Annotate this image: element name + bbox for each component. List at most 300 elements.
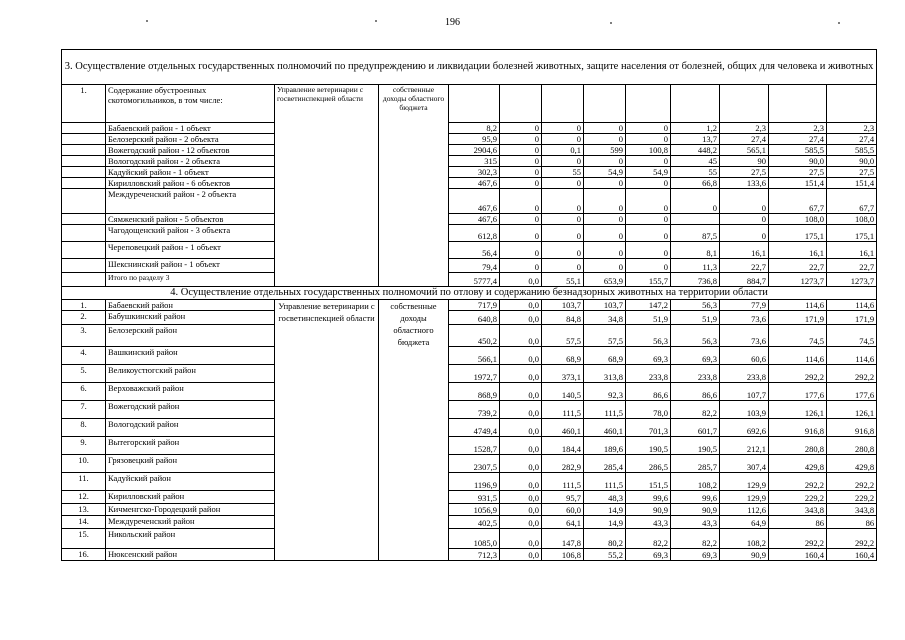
value-cell: 0	[626, 242, 671, 259]
value-cell: 103,7	[542, 300, 584, 311]
value-cell: 282,9	[542, 455, 584, 473]
row-number: 14.	[62, 516, 106, 529]
value-cell: 57,5	[584, 325, 626, 347]
value-cell: 114,6	[827, 300, 877, 311]
value-cell: 0	[542, 178, 584, 189]
row-name: Белозерский район - 2 объекта	[106, 134, 275, 145]
value-cell: 450,2	[449, 325, 500, 347]
value-cell: 1273,7	[769, 273, 827, 287]
value-cell: 95,7	[542, 491, 584, 504]
row-number: 9.	[62, 437, 106, 455]
row-number: 1.	[62, 300, 106, 311]
value-cell: 126,1	[827, 401, 877, 419]
value-cell: 302,3	[449, 167, 500, 178]
value-cell: 64,1	[542, 516, 584, 529]
row-number: 4.	[62, 347, 106, 365]
value-cell: 126,1	[769, 401, 827, 419]
value-cell: 0	[720, 214, 769, 225]
value-cell: 739,2	[449, 401, 500, 419]
executor-cell: Управление ветеринарии с госветинспекцией области	[275, 85, 379, 287]
value-cell: 45	[671, 156, 720, 167]
value-cell: 56,4	[449, 242, 500, 259]
row-number	[62, 178, 106, 189]
value-cell: 916,8	[769, 419, 827, 437]
value-cell: 55,1	[542, 273, 584, 287]
table-row	[62, 178, 877, 189]
value-cell: 566,1	[449, 347, 500, 365]
section-3-header-row	[62, 85, 877, 123]
value-cell: 0	[720, 225, 769, 242]
value-cell: 155,7	[626, 273, 671, 287]
value-cell: 0	[500, 134, 542, 145]
value-cell: 0	[500, 145, 542, 156]
value-cell: 429,8	[827, 455, 877, 473]
table-row	[62, 347, 877, 365]
table-row	[62, 325, 877, 347]
value-cell: 292,2	[769, 529, 827, 549]
value-cell: 55,2	[584, 549, 626, 561]
value-cell: 82,2	[671, 529, 720, 549]
row-name: Междуреченский район	[106, 516, 275, 529]
value-cell: 0,0	[500, 455, 542, 473]
value-cell: 0	[626, 123, 671, 134]
value-cell: 1528,7	[449, 437, 500, 455]
table-row	[62, 189, 877, 214]
table-row	[62, 259, 877, 273]
row-number	[62, 189, 106, 214]
table-body	[62, 50, 877, 561]
row-number	[62, 259, 106, 273]
row-name: Вологодский район - 2 объекта	[106, 156, 275, 167]
executor-cell: Управление ветеринарии с госветинспекцией области	[275, 300, 379, 561]
value-cell: 307,4	[720, 455, 769, 473]
row-name: Вашкинский район	[106, 347, 275, 365]
value-cell: 86	[827, 516, 877, 529]
value-cell: 56,3	[671, 300, 720, 311]
value-cell: 448,2	[671, 145, 720, 156]
value-cell: 0	[626, 225, 671, 242]
value-cell: 0	[626, 259, 671, 273]
section-3-title-row	[62, 50, 877, 85]
value-cell: 0	[584, 123, 626, 134]
row-name: Сямженский район - 5 объектов	[106, 214, 275, 225]
value-cell: 86	[769, 516, 827, 529]
value-cell: 0	[500, 259, 542, 273]
value-cell: 0	[626, 178, 671, 189]
value-cell: 2,3	[769, 123, 827, 134]
value-cell: 27,5	[827, 167, 877, 178]
value-cell: 108,2	[671, 473, 720, 491]
value-cell: 585,5	[769, 145, 827, 156]
value-cell: 54,9	[626, 167, 671, 178]
value-cell: 151,4	[827, 178, 877, 189]
row-name: Кадуйский район - 1 объект	[106, 167, 275, 178]
value-cell: 343,8	[827, 504, 877, 516]
value-cell: 0,1	[542, 145, 584, 156]
value-cell: 175,1	[827, 225, 877, 242]
value-cell: 27,5	[769, 167, 827, 178]
value-cell: 0,0	[500, 516, 542, 529]
value-cell: 0	[542, 259, 584, 273]
row-number	[62, 167, 106, 178]
row-name: Белозерский район	[106, 325, 275, 347]
row-number: 16.	[62, 549, 106, 561]
value-cell: 68,9	[584, 347, 626, 365]
value-cell: 160,4	[827, 549, 877, 561]
value-cell: 0,0	[500, 365, 542, 383]
row-number	[62, 145, 106, 156]
value-cell: 175,1	[769, 225, 827, 242]
value-cell: 16,1	[769, 242, 827, 259]
value-cell: 8,2	[449, 123, 500, 134]
value-cell: 402,5	[449, 516, 500, 529]
value-cell: 0	[626, 214, 671, 225]
value-cell: 56,3	[626, 325, 671, 347]
value-cell: 95,9	[449, 134, 500, 145]
value-cell: 0	[542, 242, 584, 259]
value-cell: 212,1	[720, 437, 769, 455]
value-cell: 0	[500, 167, 542, 178]
funding-source-cell: собственные доходы областного бюджета	[379, 300, 449, 561]
table-row	[62, 225, 877, 242]
total-label: Итого по разделу 3	[106, 273, 275, 287]
value-cell: 0	[500, 242, 542, 259]
value-cell: 233,8	[671, 365, 720, 383]
value-cell: 0,0	[500, 504, 542, 516]
row-number: 2.	[62, 311, 106, 325]
value-cell: 90,9	[671, 504, 720, 516]
value-cell: 27,4	[827, 134, 877, 145]
value-cell: 73,6	[720, 325, 769, 347]
row-name: Вожегодский район - 12 объектов	[106, 145, 275, 156]
table-row	[62, 455, 877, 473]
value-cell: 111,5	[584, 473, 626, 491]
value-cell: 177,6	[769, 383, 827, 401]
row-number: 1.	[62, 85, 106, 123]
value-cell: 292,2	[827, 365, 877, 383]
value-cell: 601,7	[671, 419, 720, 437]
table-row	[62, 242, 877, 259]
value-cell: 0,0	[500, 419, 542, 437]
value-cell: 147,2	[626, 300, 671, 311]
value-cell: 292,2	[827, 473, 877, 491]
value-cell: 343,8	[769, 504, 827, 516]
value-cell: 612,8	[449, 225, 500, 242]
value-cell: 90,9	[720, 549, 769, 561]
value-cell: 80,2	[584, 529, 626, 549]
value-cell: 0	[584, 225, 626, 242]
table-row	[62, 214, 877, 225]
value-cell: 190,5	[671, 437, 720, 455]
value-cell: 160,4	[769, 549, 827, 561]
value-cell: 653,9	[584, 273, 626, 287]
row-name: Великоустюгский район	[106, 365, 275, 383]
value-cell: 712,3	[449, 549, 500, 561]
value-cell: 90,9	[626, 504, 671, 516]
value-cell: 0	[720, 189, 769, 214]
value-cell: 599	[584, 145, 626, 156]
budget-table	[61, 49, 877, 561]
value-cell: 868,9	[449, 383, 500, 401]
value-cell: 67,7	[827, 189, 877, 214]
value-cell: 0	[500, 178, 542, 189]
value-cell: 0	[584, 156, 626, 167]
value-cell: 4749,4	[449, 419, 500, 437]
row-number: 5.	[62, 365, 106, 383]
row-name: Бабаевский район - 1 объект	[106, 123, 275, 134]
table-row	[62, 300, 877, 311]
value-cell: 66,8	[671, 178, 720, 189]
value-cell: 1972,7	[449, 365, 500, 383]
table-row	[62, 437, 877, 455]
value-cell: 111,5	[542, 401, 584, 419]
row-name: Череповецкий район - 1 объект	[106, 242, 275, 259]
row-number: 10.	[62, 455, 106, 473]
value-cell: 108,0	[769, 214, 827, 225]
value-cell: 51,9	[671, 311, 720, 325]
value-cell: 79,4	[449, 259, 500, 273]
value-cell: 0,0	[500, 473, 542, 491]
value-cell: 171,9	[769, 311, 827, 325]
value-cell: 0	[584, 189, 626, 214]
value-cell: 2307,5	[449, 455, 500, 473]
row-number	[62, 134, 106, 145]
value-cell: 315	[449, 156, 500, 167]
row-name: Никольский район	[106, 529, 275, 549]
row-name: Бабаевский район	[106, 300, 275, 311]
row-number: 15.	[62, 529, 106, 549]
value-cell: 189,6	[584, 437, 626, 455]
value-cell: 0	[671, 189, 720, 214]
value-cell: 111,5	[584, 401, 626, 419]
value-cell: 313,8	[584, 365, 626, 383]
section-4-title-row	[62, 287, 877, 300]
value-cell: 233,8	[720, 365, 769, 383]
value-cell: 34,8	[584, 311, 626, 325]
value-cell: 286,5	[626, 455, 671, 473]
row-name: Содержание обустроенных скотомогильников, в том числе:	[106, 85, 275, 123]
value-cell: 151,4	[769, 178, 827, 189]
table-row	[62, 401, 877, 419]
value-cell: 92,3	[584, 383, 626, 401]
row-name: Верховажский район	[106, 383, 275, 401]
value-cell: 60,0	[542, 504, 584, 516]
value-cell: 717,9	[449, 300, 500, 311]
value-cell: 0	[500, 214, 542, 225]
table-row	[62, 504, 877, 516]
value-cell: 51,9	[626, 311, 671, 325]
value-cell: 467,6	[449, 189, 500, 214]
row-number	[62, 273, 106, 287]
value-cell: 69,3	[671, 347, 720, 365]
table-row	[62, 134, 877, 145]
value-cell: 0,0	[500, 347, 542, 365]
value-cell: 280,8	[827, 437, 877, 455]
row-number: 13.	[62, 504, 106, 516]
value-cell: 129,9	[720, 491, 769, 504]
value-cell: 0,0	[500, 311, 542, 325]
value-cell: 86,6	[626, 383, 671, 401]
value-cell: 0	[584, 134, 626, 145]
value-cell: 68,9	[542, 347, 584, 365]
value-cell: 285,4	[584, 455, 626, 473]
scan-speck	[838, 22, 840, 24]
value-cell: 11,3	[671, 259, 720, 273]
value-cell: 0,0	[500, 325, 542, 347]
value-cell: 56,3	[671, 325, 720, 347]
value-cell: 147,8	[542, 529, 584, 549]
value-cell: 0	[584, 178, 626, 189]
value-cell: 69,3	[626, 347, 671, 365]
value-cell: 190,5	[626, 437, 671, 455]
value-cell: 108,2	[720, 529, 769, 549]
value-cell: 0,0	[500, 437, 542, 455]
value-cell: 16,1	[720, 242, 769, 259]
value-cell: 99,6	[626, 491, 671, 504]
value-cell: 292,2	[769, 473, 827, 491]
value-cell: 0	[626, 189, 671, 214]
value-cell: 2904,6	[449, 145, 500, 156]
value-cell: 233,8	[626, 365, 671, 383]
value-cell: 111,5	[542, 473, 584, 491]
value-cell: 90,0	[827, 156, 877, 167]
value-cell: 2,3	[827, 123, 877, 134]
value-cell: 373,1	[542, 365, 584, 383]
value-cell: 140,5	[542, 383, 584, 401]
table-row	[62, 145, 877, 156]
value-cell: 73,6	[720, 311, 769, 325]
value-cell: 27,4	[720, 134, 769, 145]
row-number	[62, 225, 106, 242]
value-cell: 2,3	[720, 123, 769, 134]
value-cell: 82,2	[671, 401, 720, 419]
row-number	[62, 242, 106, 259]
value-cell: 0	[584, 214, 626, 225]
value-cell: 916,8	[827, 419, 877, 437]
value-cell: 57,5	[542, 325, 584, 347]
value-cell: 640,8	[449, 311, 500, 325]
value-cell: 429,8	[769, 455, 827, 473]
value-cell: 229,2	[827, 491, 877, 504]
row-name: Грязовецкий район	[106, 455, 275, 473]
value-cell: 114,6	[827, 347, 877, 365]
value-cell: 114,6	[769, 300, 827, 311]
value-cell: 1056,9	[449, 504, 500, 516]
value-cell: 78,0	[626, 401, 671, 419]
value-cell: 171,9	[827, 311, 877, 325]
page-number: 196	[445, 17, 460, 28]
row-number: 3.	[62, 325, 106, 347]
value-cell: 14,9	[584, 516, 626, 529]
value-cell: 0	[626, 156, 671, 167]
value-cell: 48,3	[584, 491, 626, 504]
table-row	[62, 383, 877, 401]
scan-speck	[146, 20, 148, 22]
value-cell: 55	[542, 167, 584, 178]
value-cell: 0,0	[500, 529, 542, 549]
row-name: Кичменгско-Городецкий район	[106, 504, 275, 516]
value-cell: 64,9	[720, 516, 769, 529]
value-cell: 0	[542, 225, 584, 242]
value-cell: 0,0	[500, 491, 542, 504]
value-cell: 0	[542, 123, 584, 134]
row-number: 8.	[62, 419, 106, 437]
value-cell: 285,7	[671, 455, 720, 473]
value-cell: 292,2	[827, 529, 877, 549]
section-3-title: 3. Осуществление отдельных государственных полномочий по предупреждению и ликвидации болезней животных, защите населения от болезней, общих для человека и животных	[62, 50, 877, 85]
value-cell: 1,2	[671, 123, 720, 134]
value-cell: 13,7	[671, 134, 720, 145]
value-cell: 114,6	[769, 347, 827, 365]
row-number: 6.	[62, 383, 106, 401]
row-name: Кадуйский район	[106, 473, 275, 491]
value-cell: 177,6	[827, 383, 877, 401]
value-cell: 74,5	[769, 325, 827, 347]
value-cell: 1196,9	[449, 473, 500, 491]
value-cell: 112,6	[720, 504, 769, 516]
row-name: Бабушкинский район	[106, 311, 275, 325]
table-row	[62, 311, 877, 325]
value-cell: 69,3	[626, 549, 671, 561]
value-cell: 0	[584, 259, 626, 273]
value-cell: 27,5	[720, 167, 769, 178]
value-cell: 0	[500, 225, 542, 242]
value-cell: 0,0	[500, 300, 542, 311]
row-name: Шекснинский район - 1 объект	[106, 259, 275, 273]
row-name: Вожегодский район	[106, 401, 275, 419]
value-cell: 229,2	[769, 491, 827, 504]
value-cell: 99,6	[671, 491, 720, 504]
value-cell: 82,2	[626, 529, 671, 549]
value-cell	[671, 214, 720, 225]
value-cell: 460,1	[584, 419, 626, 437]
row-name: Вытегорский район	[106, 437, 275, 455]
value-cell: 0,0	[500, 549, 542, 561]
value-cell: 107,7	[720, 383, 769, 401]
table-row	[62, 365, 877, 383]
value-cell: 133,6	[720, 178, 769, 189]
value-cell: 0,0	[500, 273, 542, 287]
value-cell: 931,5	[449, 491, 500, 504]
value-cell: 0	[500, 189, 542, 214]
value-cell: 0	[542, 214, 584, 225]
value-cell: 74,5	[827, 325, 877, 347]
table-row	[62, 419, 877, 437]
value-cell: 27,4	[769, 134, 827, 145]
value-cell: 84,8	[542, 311, 584, 325]
table-row	[62, 123, 877, 134]
scan-speck	[375, 20, 377, 22]
value-cell: 585,5	[827, 145, 877, 156]
value-cell: 67,7	[769, 189, 827, 214]
value-cell: 16,1	[827, 242, 877, 259]
value-cell: 280,8	[769, 437, 827, 455]
table-row	[62, 516, 877, 529]
value-cell: 292,2	[769, 365, 827, 383]
value-cell: 90	[720, 156, 769, 167]
value-cell: 701,3	[626, 419, 671, 437]
value-cell: 0,0	[500, 401, 542, 419]
value-cell: 22,7	[827, 259, 877, 273]
row-number: 11.	[62, 473, 106, 491]
row-name: Чагодощенский район - 3 объекта	[106, 225, 275, 242]
value-cell: 108,0	[827, 214, 877, 225]
value-cell: 0	[500, 123, 542, 134]
table-row	[62, 549, 877, 561]
value-cell: 0	[500, 156, 542, 167]
row-number: 7.	[62, 401, 106, 419]
value-cell: 129,9	[720, 473, 769, 491]
